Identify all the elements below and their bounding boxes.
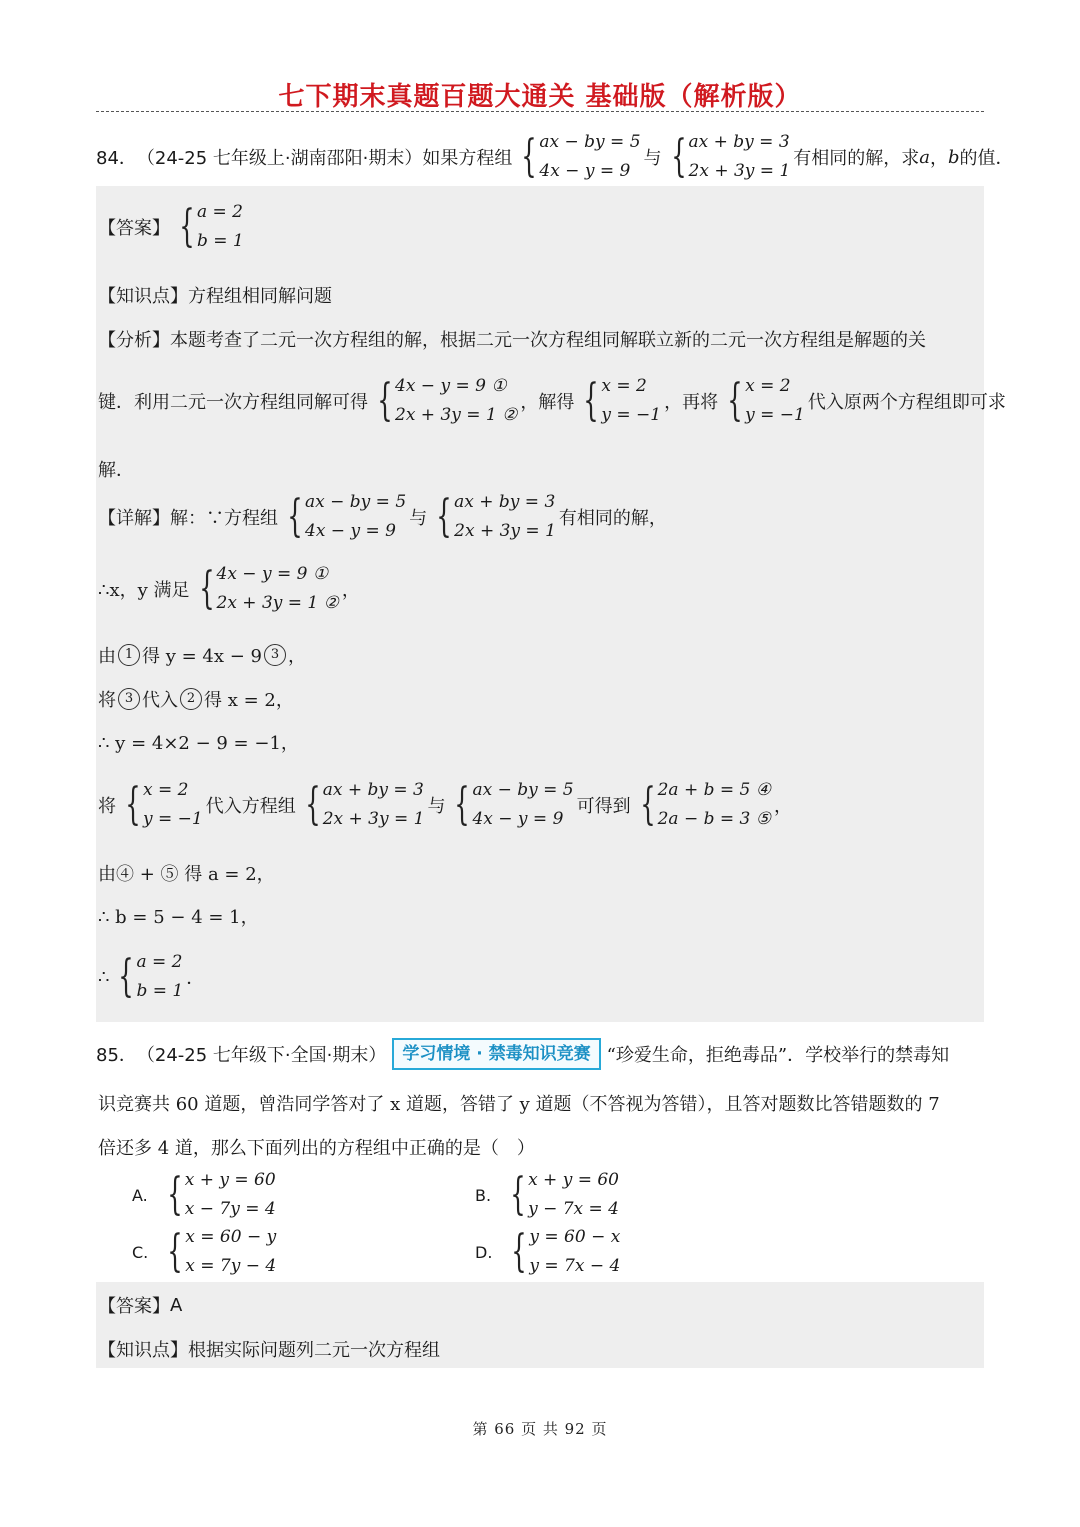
q84-conj: 与 [643,148,662,169]
q84-step2-system: { 4x − y = 9 ① 2x + 3y = 1 ② [198,563,339,614]
q84-var-a: a [919,146,930,168]
q85-stem-line1 [96,1038,949,1070]
q85-line3-text: 倍还多 4 道，那么下面列出的方程组中正确的是（ ） [98,1138,535,1159]
option-label: B. [475,1185,492,1205]
q84-analysis-system-1: { 4x − y = 9 ① 2x + 3y = 1 ② [377,375,518,426]
q84-step4-end: 得 x = 2， [204,690,294,711]
q85-kp-label: 【知识点】 [98,1340,188,1361]
q84-comma: ， [930,148,948,169]
circled-number-3: 3 [264,644,286,666]
q85-option-c[interactable] [132,1223,279,1281]
q84-analysis-system-3: { x = 2 y = −1 [727,375,805,426]
q85-kp-text: 根据实际问题列二元一次方程组 [188,1340,440,1361]
q84-source: （24-25 七年级上·湖南邵阳·期末） [136,148,423,169]
q85-line1-text: “珍爱生命，拒绝毒品”．学校举行的禁毒知 [606,1045,950,1066]
q85-number: 85． [96,1045,137,1066]
circled-number-1: 1 [118,644,140,666]
q84-analysis-line2 [98,372,1006,430]
q84-answer [98,198,247,256]
q84-detail-line1 [98,488,667,546]
page-footer: 第 66 页 共 92 页 [472,1420,608,1438]
q85-option-b[interactable] [475,1166,622,1224]
q84-step6-system-4: { 2a + b = 5 ④ 2a − b = 3 ⑤ [639,779,772,830]
q84-analysis-label: 【分析】 [98,330,170,351]
q84-step6-e: ， [774,796,793,817]
q85-context-tag: 学习情境 · 禁毒知识竞赛 [392,1038,600,1070]
q85-answer-label: 【答案】 [98,1296,170,1317]
q85-stem-line3 [98,1134,535,1160]
q84-analysis-line3 [98,456,134,482]
option-label: D. [475,1242,493,1262]
q84-step5-text: ∴ y = 4×2 − 9 = −1， [98,733,299,754]
option-system: { x + y = 60 x − 7y = 4 [167,1169,276,1220]
q84-system-1: { ax − by = 5 4x − y = 9 [521,131,641,182]
q84-analysis-text-2b: ，解得 [520,392,575,413]
q84-step6-system-2: { ax + by = 3 2x + 3y = 1 [305,779,425,830]
option-system: { y = 60 − x y = 7x − 4 [511,1226,621,1277]
q85-stem-line2 [98,1090,940,1116]
q84-step6-system-1: { x = 2 y = −1 [125,779,203,830]
q84-step6-b: 代入方程组 [205,796,296,817]
q85-option-a[interactable] [132,1166,279,1224]
q84-step3-mid: 得 y = 4x − 9 [142,646,262,667]
option-system: { x + y = 60 y − 7x = 4 [510,1169,619,1220]
q84-stem [96,128,1014,186]
q84-number: 84． [96,148,137,169]
header-divider [96,111,984,112]
q84-detail-system-2: { ax + by = 3 2x + 3y = 1 [436,491,556,542]
q84-analysis-line1 [98,326,926,352]
option-label: C. [132,1242,149,1262]
option-system: { x = 60 − y x = 7y − 4 [167,1226,277,1277]
q84-system-2: { ax + by = 3 2x + 3y = 1 [670,131,791,182]
q84-detail-conj: 与 [409,508,428,529]
q84-step6-c: 与 [427,796,446,817]
q84-step6-a: 将 [98,796,116,817]
q85-line2-text: 识竞赛共 60 道题，曾浩同学答对了 x 道题，答错了 y 道题（不答视为答错），且答对题数比答错题数的 7 [98,1094,940,1115]
q84-step9-a: ∴ [98,966,110,988]
circled-number-3: 3 [118,688,140,710]
q84-step8-text: ∴ b = 5 − 4 = 1， [98,907,259,928]
circled-number-2: 2 [180,688,202,710]
q84-answer-system: { a = 2 b = 1 [179,201,244,252]
q84-step6 [98,776,792,834]
q84-var-b: b [948,146,960,168]
q84-kp-label: 【知识点】 [98,286,188,307]
q84-kp-text: 方程组相同解问题 [188,286,332,307]
q84-detail-system-1: { ax − by = 5 4x − y = 9 [287,491,407,542]
q84-detail-text-a: 解：∵方程组 [170,508,278,529]
q84-step7 [98,860,275,886]
q84-step2 [98,560,360,618]
q85-answer [98,1292,182,1318]
page-header-title: 七下期末真题百题大通关 基础版（解析版） [278,82,802,112]
q84-step7-text: 由④ + ⑤ 得 a = 2， [98,864,275,885]
q84-step6-system-3: { ax − by = 5 4x − y = 9 [454,779,574,830]
q85-knowledge-point [98,1336,440,1362]
q84-step9-b: ． [186,968,205,989]
q84-step2-text: ∴x，y 满足 [98,580,190,601]
q84-step3-pre: 由 [98,646,116,667]
q84-analysis-system-2: { x = 2 y = −1 [583,375,662,426]
q84-analysis-text-2a: 键．利用二元一次方程组同解可得 [98,392,368,413]
q84-step2-end: ， [341,580,360,601]
q85-source: （24-25 七年级下·全国·期末） [136,1045,387,1066]
q84-step4 [98,686,294,712]
q84-analysis-text-2c: ，再将 [664,392,719,413]
q84-answer-label: 【答案】 [98,218,170,239]
q84-analysis-text-3: 解． [98,460,134,481]
q84-analysis-text-1: 本题考查了二元一次方程组的解，根据二元一次方程组同解联立新的二元一次方程组是解题的关 [170,330,926,351]
q84-step8 [98,903,259,929]
option-label: A. [132,1185,148,1205]
q85-option-d[interactable] [475,1223,623,1281]
q84-step3 [98,642,306,668]
q84-step9 [98,948,204,1006]
q84-stem-a: 如果方程组 [422,148,513,169]
q84-step5 [98,729,299,755]
q84-stem-b: 有相同的解，求 [793,148,920,169]
q85-answer-value: A [170,1294,183,1316]
q84-detail-label: 【详解】 [98,508,170,529]
q84-step4-pre: 将 [98,690,116,711]
q84-step3-end: ， [288,646,306,667]
q84-step4-mid: 代入 [142,690,178,711]
q84-stem-c: 的值． [959,148,1014,169]
q84-step6-d: 可得到 [576,796,631,817]
q84-analysis-text-2d: 代入原两个方程组即可求 [807,392,1006,413]
q84-knowledge-point [98,282,332,308]
q84-detail-text-b: 有相同的解， [558,508,667,529]
q84-step9-system: { a = 2 b = 1 [118,951,184,1002]
